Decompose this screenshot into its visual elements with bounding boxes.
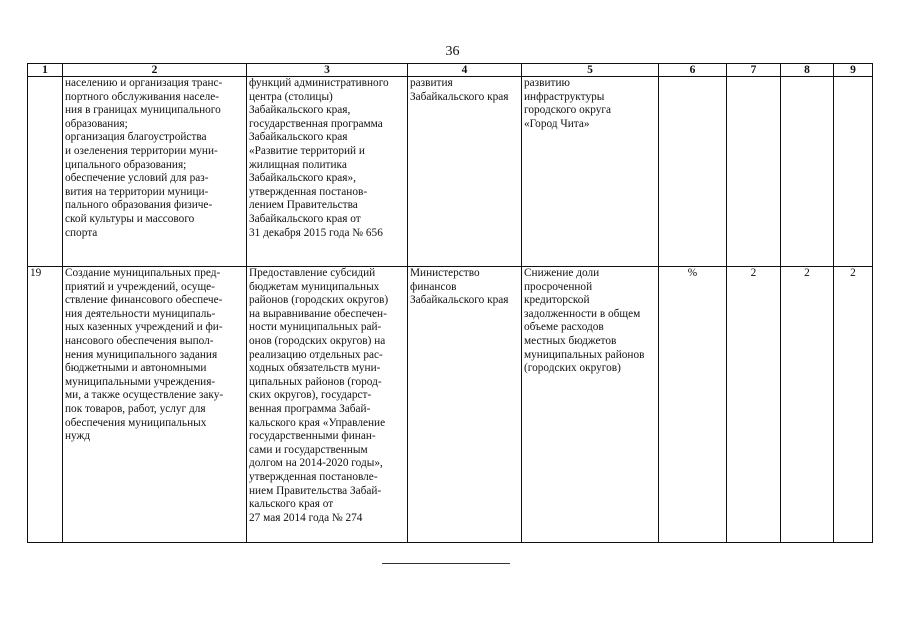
- col-header-9: 9: [834, 64, 873, 77]
- row-number: [28, 77, 63, 267]
- unit-cell: [659, 77, 727, 267]
- value-cell-9: [834, 77, 873, 267]
- unit-cell: %: [659, 267, 727, 543]
- col-header-6: 6: [659, 64, 727, 77]
- row-number: 19: [28, 267, 63, 543]
- value-cell-8: 2: [781, 267, 834, 543]
- col-header-4: 4: [408, 64, 522, 77]
- bottom-divider: [382, 563, 510, 564]
- indicator-name: развитию инфраструктуры городского округа «Город Чита»: [522, 77, 659, 267]
- table-row: [28, 267, 873, 543]
- col-header-5: 5: [522, 64, 659, 77]
- indicator-name: Снижение доли просроченной кредиторской задолженности в общем объеме расходов местных бюджетов муниципальных районов (городских округов): [522, 267, 659, 543]
- funding-source: Предоставление субсидий бюджетам муниципальных районов (городских округов) на выравнивание обеспечен- ности муниципальных рай- онов (городских округов) на реализацию отдельных рас- ходных обязательств муни- ципальных районов (город- ских округов), государст- венная программа Забай- кальского края «Управление государственными финан- сами и государственным долгом на 2014-2020 годы», утвержденная постановле- нием Правительства Забай- кальского края от 27 мая 2014 года № 274: [247, 267, 408, 543]
- col-header-7: 7: [727, 64, 781, 77]
- col-header-1: 1: [28, 64, 63, 77]
- value-cell-9: 2: [834, 267, 873, 543]
- responsible-body: развития Забайкальского края: [408, 77, 522, 267]
- col-header-3: 3: [247, 64, 408, 77]
- col-header-2: 2: [63, 64, 247, 77]
- value-cell-7: 2: [727, 267, 781, 543]
- col-header-8: 8: [781, 64, 834, 77]
- program-table: [27, 63, 873, 543]
- table-row: [28, 77, 873, 267]
- measure-description: Создание муниципальных пред- приятий и учреждений, осуще- ствление финансового обеспече- ния деятельности муниципаль- ных казенных учреждений и фи- нансового обеспечения выпол- нения муниципального задания бюджетными и автономными муниципальными учреждения- ми, а также осуществление заку- пок товаров, работ, услуг для обеспечения муниципальных нужд: [63, 267, 247, 543]
- value-cell-7: [727, 77, 781, 267]
- responsible-body: Министерство финансов Забайкальского края: [408, 267, 522, 543]
- header-row: [28, 64, 873, 77]
- page-number: 36: [445, 44, 460, 59]
- value-cell-8: [781, 77, 834, 267]
- measure-description: населению и организация транс- портного обслуживания населе- ния в границах муниципального образования; организация благоустройства и озеленения территории муни- ципального образования; обеспечение условий для раз- вития на территории муници- пального образования физиче- ской культуры и массового спорта: [63, 77, 247, 267]
- funding-source: функций административного центра (столицы) Забайкальского края, государственная программа Забайкальского края «Развитие территорий и жилищная политика Забайкальского края», утвержденная постанов- лением Правительства Забайкальского края от 31 декабря 2015 года № 656: [247, 77, 408, 267]
